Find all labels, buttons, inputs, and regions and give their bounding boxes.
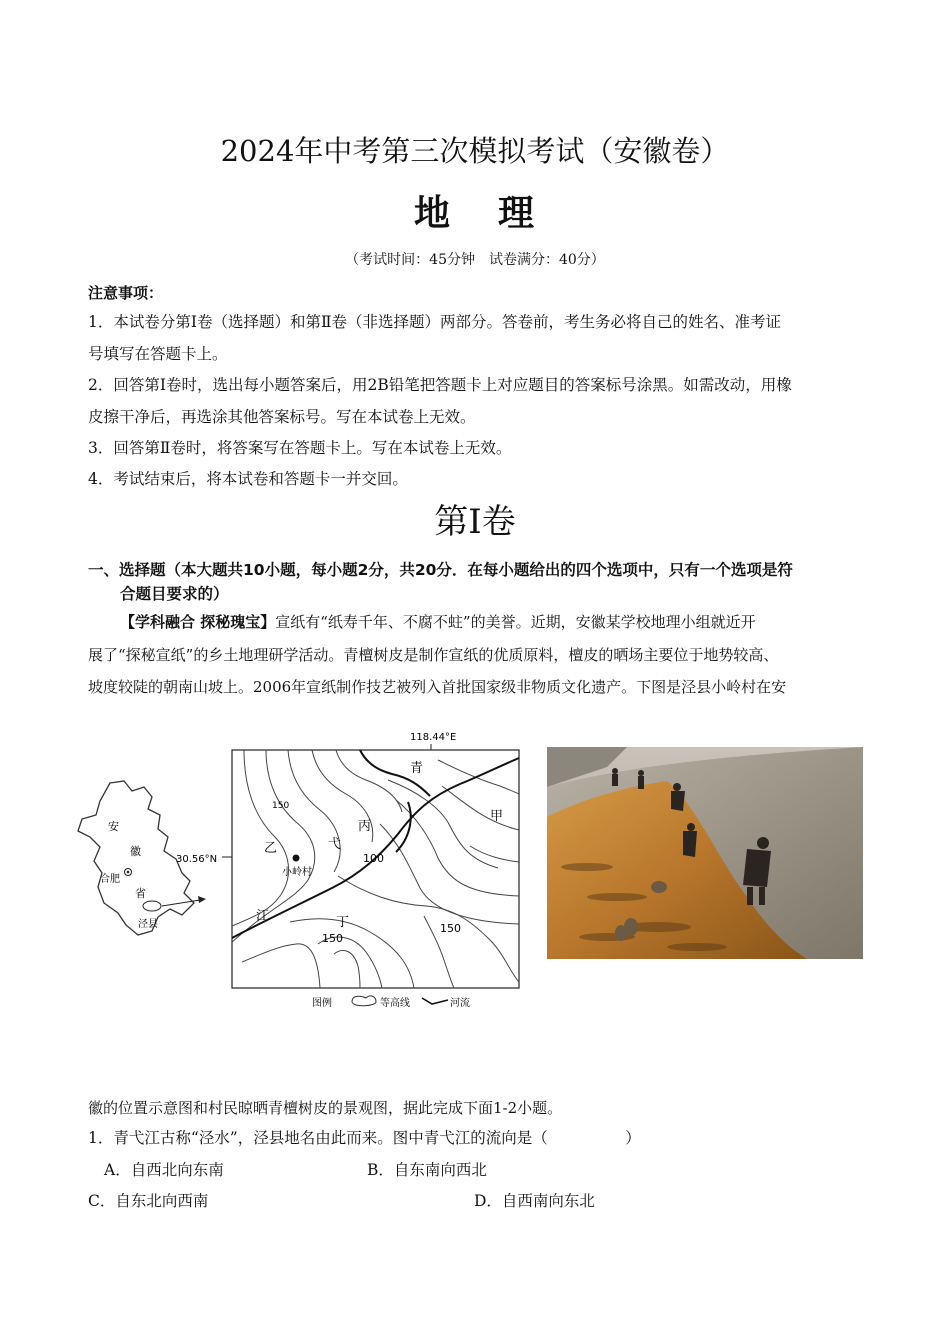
subject-char-2: 理 (498, 192, 537, 234)
province-label-sheng: 省 (135, 887, 146, 900)
intro-line-3: 坡度较陡的朝南山坡上。2006年宣纸制作技艺被列入首批国家级非物质文化遗产。下图是泾县小岭村在安 (88, 678, 787, 696)
exam-info: （考试时间：45分钟 试卷满分：40分） (345, 252, 605, 268)
map-label-bing: 丙 (358, 819, 372, 834)
contour-legend-icon (352, 996, 376, 1006)
contour-label: 150 (440, 922, 461, 935)
map-label-jia: 甲 (490, 809, 504, 824)
intro-line-4: 徽的位置示意图和村民晾晒青檀树皮的景观图，据此完成下面1-2小题。 (88, 1099, 563, 1117)
county-label: 泾县 (138, 919, 158, 930)
notice-item: 4．考试结束后，将本试卷和答题卡一并交回。 (88, 470, 408, 488)
province-label-hui: 徽 (130, 845, 141, 858)
village-label: 小岭村 (282, 867, 312, 878)
notice-item: 2．回答第Ⅰ卷时，选出每小题答案后，用2B铅笔把答题卡上对应题目的答案标号涂黑。如需改动，用橡 (88, 376, 792, 394)
legend-river: 河流 (450, 998, 470, 1009)
notice-item: 皮擦干净后，再选涂其他答案标号。写在本试卷上无效。 (88, 408, 476, 426)
bark-drying-photo (547, 747, 863, 959)
contour-label: 100 (363, 852, 384, 865)
river-legend-icon (422, 998, 448, 1004)
county-marker-icon (143, 901, 161, 911)
map-frame (232, 750, 519, 988)
legend-label: 图例 (312, 998, 332, 1009)
map-label-qing: 青 (410, 761, 424, 776)
notice-item: 3．回答第Ⅱ卷时，将答案写在答题卡上。写在本试卷上无效。 (88, 439, 512, 457)
notice-heading: 注意事项： (88, 284, 164, 302)
map-label-jiang: 江 (256, 909, 270, 924)
option-b[interactable]: B．自东南向西北 (367, 1161, 487, 1179)
province-label-an: 安 (108, 820, 119, 833)
legend-contour: 等高线 (380, 998, 410, 1009)
contour-label: 150 (322, 932, 343, 945)
capital-label: 合肥 (100, 874, 120, 885)
subject-title (0, 190, 950, 236)
map-label-yi: 乙 (264, 841, 278, 856)
intro-line-1: 【学科融合 探秘瑰宝】宣纸有“纸寿千年、不腐不蛀”的美誉。近期，安徽某学校地理小组就近开 (120, 613, 756, 631)
intro-tag: 【学科融合 探秘瑰宝】 (120, 613, 276, 631)
option-d[interactable]: D．自西南向东北 (474, 1192, 595, 1210)
intro-line-2: 展了“探秘宣纸”的乡土地理研学活动。青檀树皮是制作宣纸的优质原料，檀皮的晒场主要位于地势较高、 (88, 646, 779, 664)
contour-lines (232, 750, 519, 988)
question-1-stem: 1．青弋江古称“泾水”，泾县地名由此而来。图中青弋江的流向是（ ） (88, 1129, 641, 1147)
exam-title: 2024年中考第三次模拟考试（安徽卷） (220, 134, 730, 168)
village-marker-icon (293, 855, 300, 862)
map-label-yi-river: 弋 (328, 837, 342, 852)
subject-char-1: 地 (413, 192, 452, 234)
latitude-label: 30.56°N (176, 854, 218, 865)
volume-title: 第Ⅰ卷 (434, 502, 516, 542)
contour-label: 150 (272, 801, 290, 811)
map-label-ding: 丁 (336, 915, 350, 930)
option-c[interactable]: C．自东北向西南 (88, 1192, 209, 1210)
option-a[interactable]: A．自西北向东南 (104, 1161, 224, 1179)
section-heading-cont: 合题目要求的） (120, 585, 229, 603)
notice-item: 1．本试卷分第Ⅰ卷（选择题）和第Ⅱ卷（非选择题）两部分。答卷前，考生务必将自己的姓名、准考证 (88, 313, 782, 331)
section-heading: 一、选择题（本大题共10小题，每小题2分，共20分．在每小题给出的四个选项中，只有一个选项是符 (88, 561, 793, 579)
longitude-label: 118.44°E (410, 732, 457, 743)
contour-map (170, 726, 530, 1016)
notice-item: 号填写在答题卡上。 (88, 345, 228, 363)
